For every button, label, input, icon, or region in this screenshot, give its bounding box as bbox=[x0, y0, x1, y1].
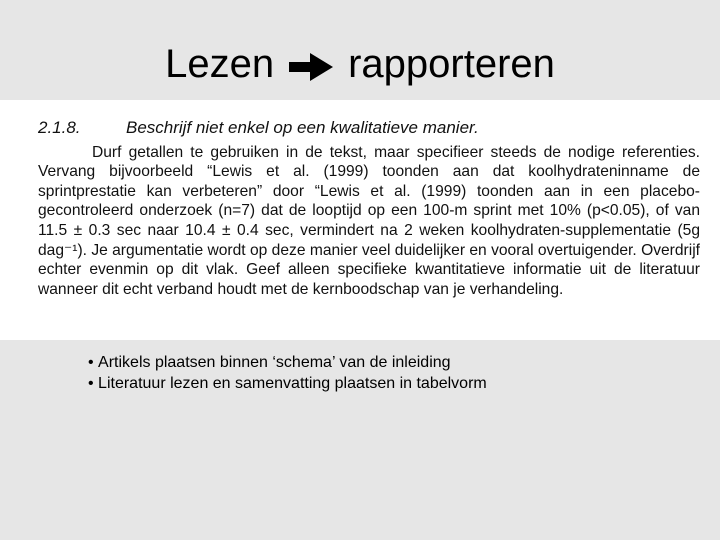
section-number: 2.1.8. bbox=[38, 118, 81, 137]
section-title: Beschrijf niet enkel op een kwalitatieve manier. bbox=[126, 118, 479, 137]
scanned-excerpt bbox=[0, 100, 720, 340]
title-left: Lezen bbox=[165, 42, 275, 86]
section-heading bbox=[38, 118, 700, 138]
title-right: rapporteren bbox=[348, 42, 555, 86]
arrow-right-icon bbox=[288, 52, 334, 82]
bullet-item: • Literatuur lezen en samenvatting plaatsen in tabelvorm bbox=[88, 373, 487, 394]
excerpt-content bbox=[38, 118, 700, 299]
bullet-item: • Artikels plaatsen binnen ‘schema’ van de inleiding bbox=[88, 352, 487, 373]
excerpt-paragraph: Durf getallen te gebruiken in de tekst, maar specifieer steeds de nodige referenties. Vervang bijvoorbeeld “Lewis et al. (1999) toonden aan dat koolhydrateninname de sprintprestatie kan verbeteren” door “Lewis et al. (1999) toonden aan in een placebo-gecontroleerd onderzoek (n=7) dat de looptijd op een 100-m sprint met 10% (p<0.05), of van 11.5 ± 0.3 sec naar 10.4 ± 0.4 sec, vermindert na 2 weken koolhydraten-supplementatie (5g dag⁻¹). Je argumentatie wordt op deze manier veel duidelijker en vooral overtuigender. Overdrijf echter evenmin op dit vlak. Geef alleen specifieke kwantitatieve informatie uit de literatuur wanneer dit echt verband houdt met de kernboodschap van je verhandeling. bbox=[38, 143, 700, 298]
slide-title bbox=[0, 42, 720, 87]
bullet-list bbox=[88, 352, 487, 394]
